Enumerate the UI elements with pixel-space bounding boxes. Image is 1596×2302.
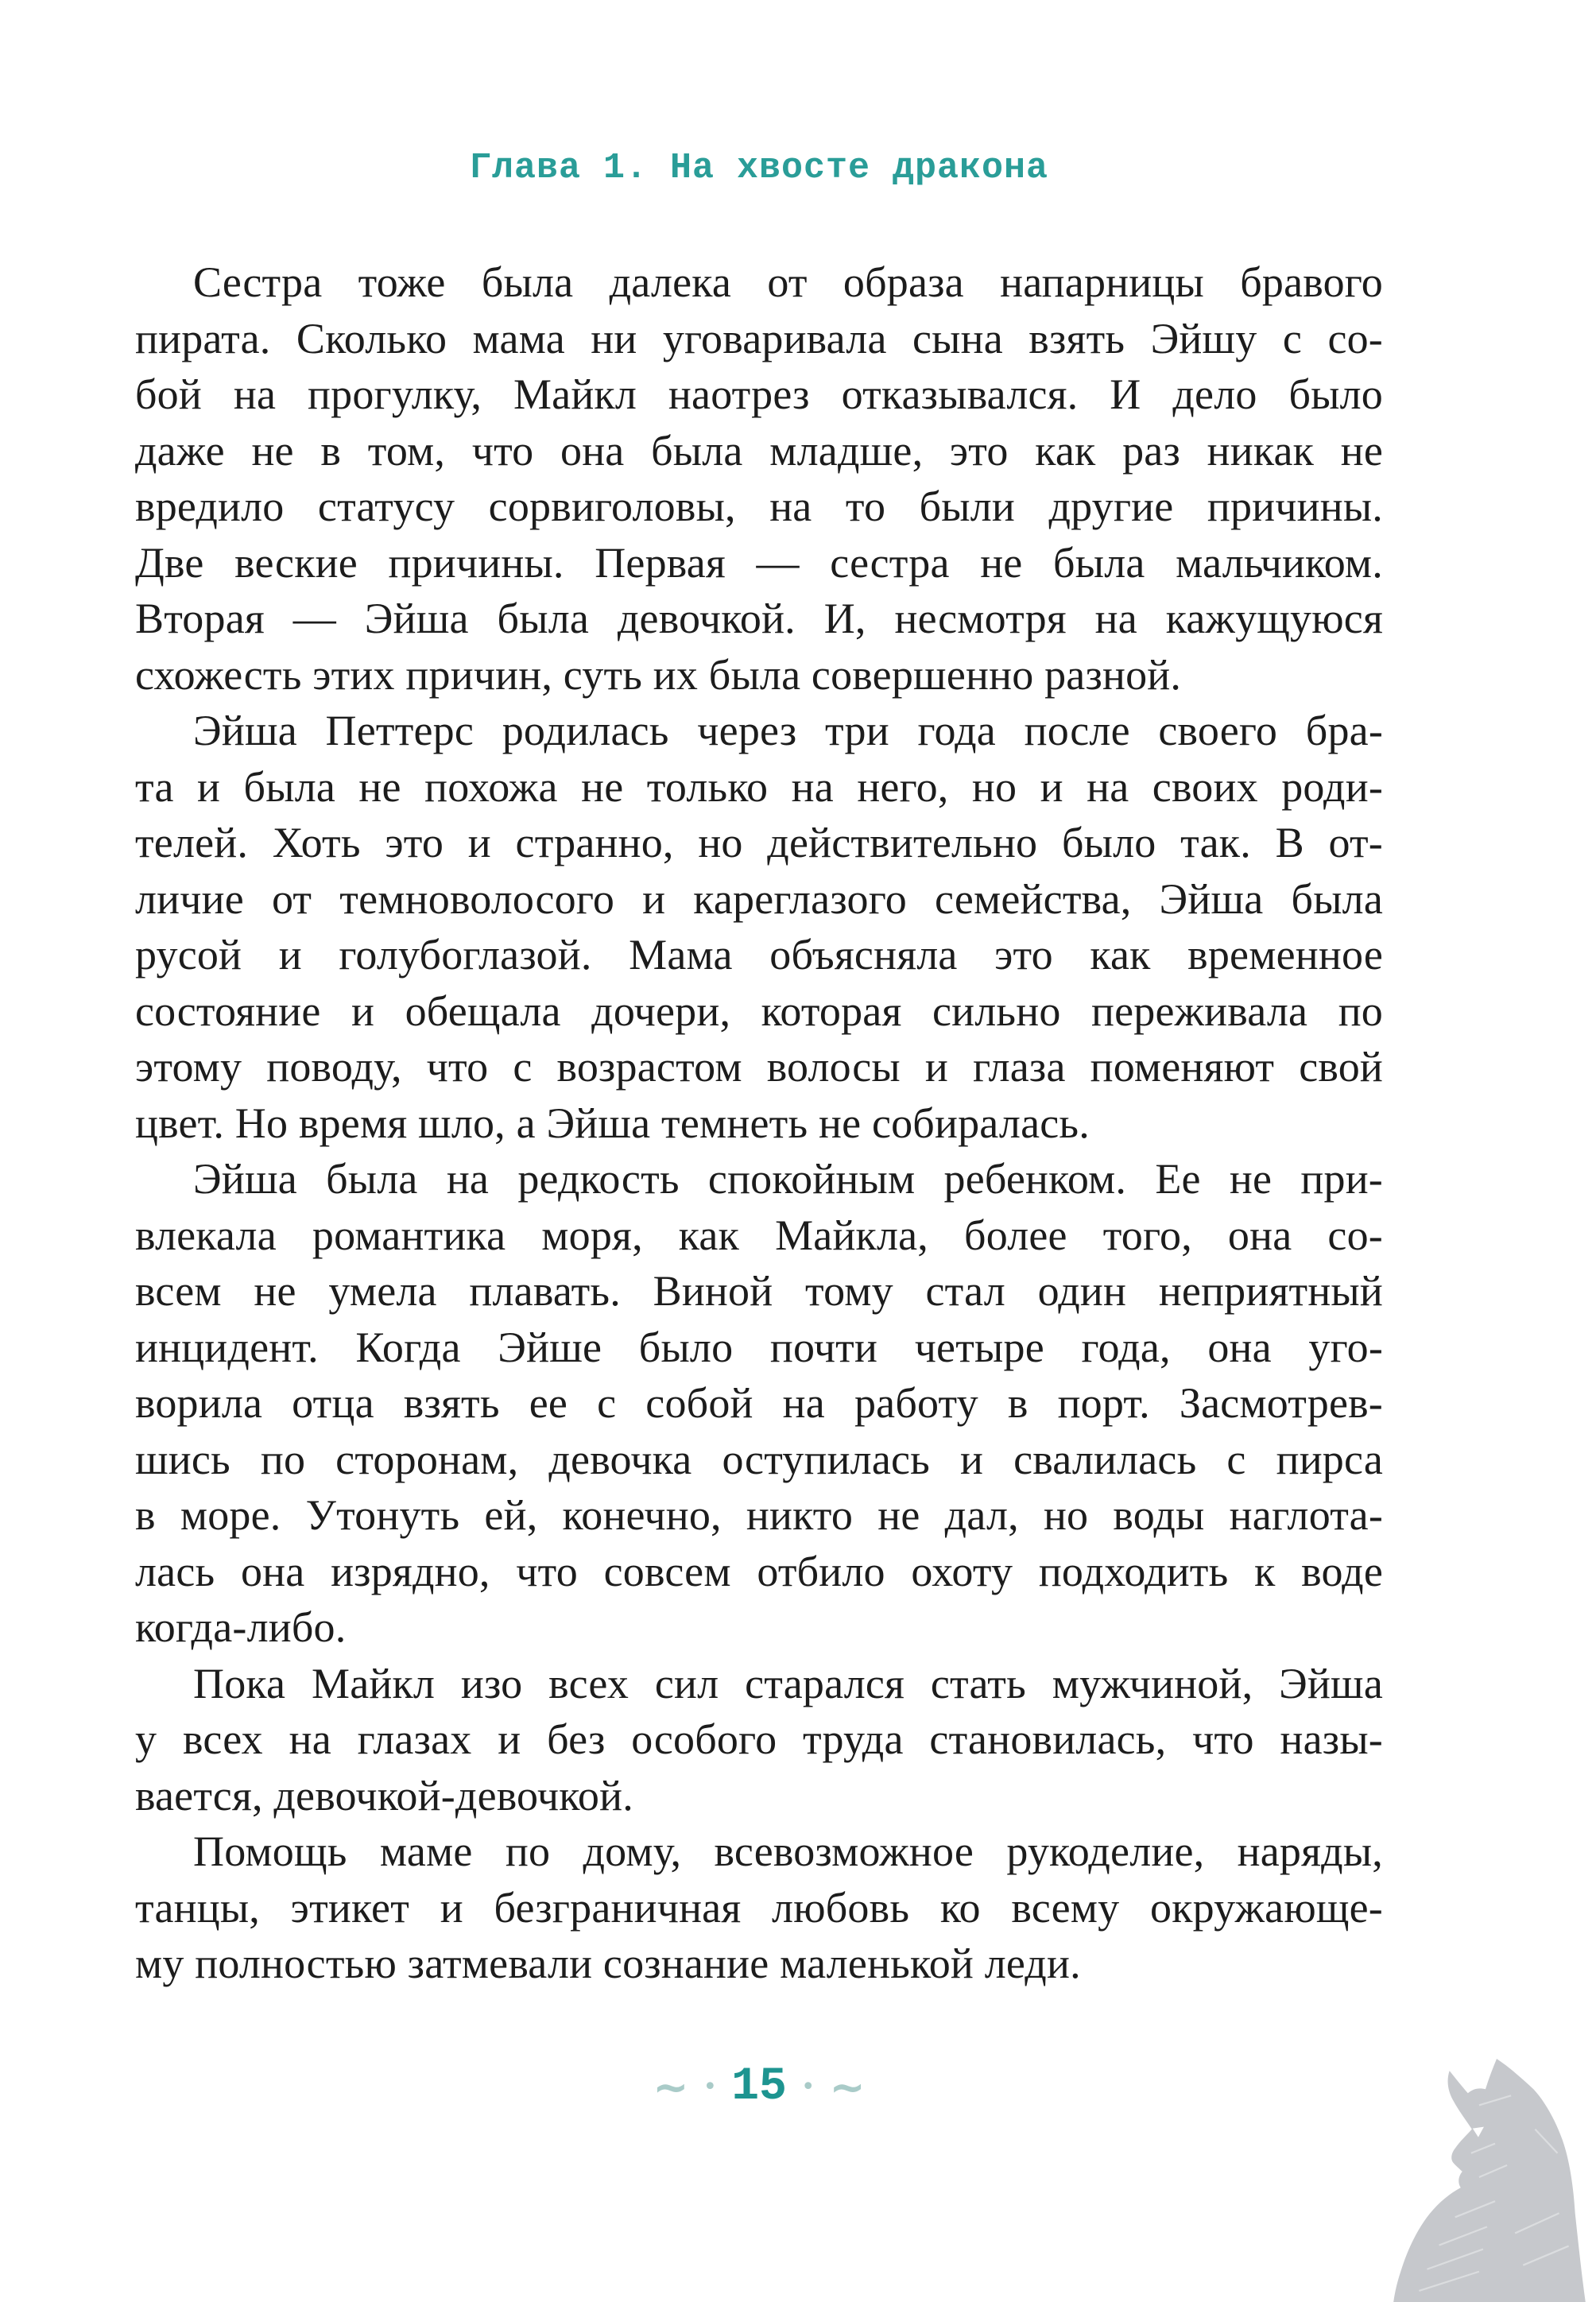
body-line: ворила отца взять ее с собой на работу в порт. Засмотрев- [135,1379,1383,1427]
body-line: когда-либо. [135,1603,347,1651]
body-line: му полностью затмевали сознание маленькой леди. [135,1940,1081,1987]
body-line: шись по сторонам, девочка оступилась и свалилась с пирса [135,1435,1383,1483]
body-line: вредило статусу сорвиголовы, на то были другие причины. [135,482,1383,530]
footer-dot-left-icon: • [703,2073,718,2101]
body-line: даже не в том, что она была младше, это как раз никак не [135,426,1383,475]
footer-dot-right-icon: • [800,2073,815,2101]
body-line: Сестра тоже была далека от образа напарницы бравого [193,258,1383,306]
body-line: этому поводу, что с возрастом волосы и глаза поменяют свой [135,1043,1383,1091]
body-line: состояние и обещала дочери, которая сильно переживала по [135,986,1383,1035]
body-line: инцидент. Когда Эйше было почти четыре года, она уго- [135,1323,1383,1371]
body-line: Пока Майкл изо всех сил старался стать мужчиной, Эйша [193,1659,1383,1707]
body-line: лась она изрядно, что совсем отбило охоту подходить к воде [135,1547,1383,1595]
body-line: влекала романтика моря, как Майкла, более того, она со- [135,1211,1383,1259]
body-line: бой на прогулку, Майкл наотрез отказывался. И дело было [135,370,1383,418]
cat-illustration-icon [1383,2057,1596,2302]
body-line: в море. Утонуть ей, конечно, никто не дал, но воды наглота- [135,1491,1383,1539]
body-line: всем не умела плавать. Виной тому стал один неприятный [135,1267,1383,1315]
body-line: цвет. Но время шло, а Эйша темнеть не собиралась. [135,1099,1090,1147]
body-line: Эйша была на редкость спокойным ребенком. Ее не при- [193,1155,1383,1203]
body-line: Помощь маме по дому, всевозможное рукоделие, наряды, [193,1827,1383,1875]
chapter-title: Глава 1. На хвосте дракона [469,148,1049,188]
body-line: та и была не похожа не только на него, но и на своих роди- [135,762,1383,811]
body-line: Вторая — Эйша была девочкой. И, несмотря на кажущуюся [135,595,1383,642]
body-line: пирата. Сколько мама ни уговаривала сына взять Эйшу с со- [135,314,1383,362]
body-line: Эйша Петтерс родилась через три года после своего бра- [193,707,1383,754]
page-number: 15 [731,2061,787,2113]
body-line: танцы, этикет и безграничная любовь ко всему окружающе- [135,1883,1383,1932]
body-line: Две веские причины. Первая — сестра не была мальчиком. [135,538,1383,587]
footer-tilde-right-icon: ~ [829,2062,866,2112]
body-line: личие от темноволосого и кареглазого семейства, Эйша была [135,874,1383,923]
body-text [135,254,1383,1992]
body-line: схожесть этих причин, суть их была совершенно разной. [135,650,1182,699]
page-footer [135,2061,1383,2113]
body-line: вается, девочкой-девочкой. [135,1771,633,1820]
body-line: у всех на глазах и без особого труда становилась, что назы- [135,1715,1383,1763]
body-line: русой и голубоглазой. Мама объясняла это как временное [135,931,1383,979]
footer-tilde-left-icon: ~ [653,2062,689,2112]
body-line: телей. Хоть это и странно, но действительно было так. В от- [135,819,1383,866]
